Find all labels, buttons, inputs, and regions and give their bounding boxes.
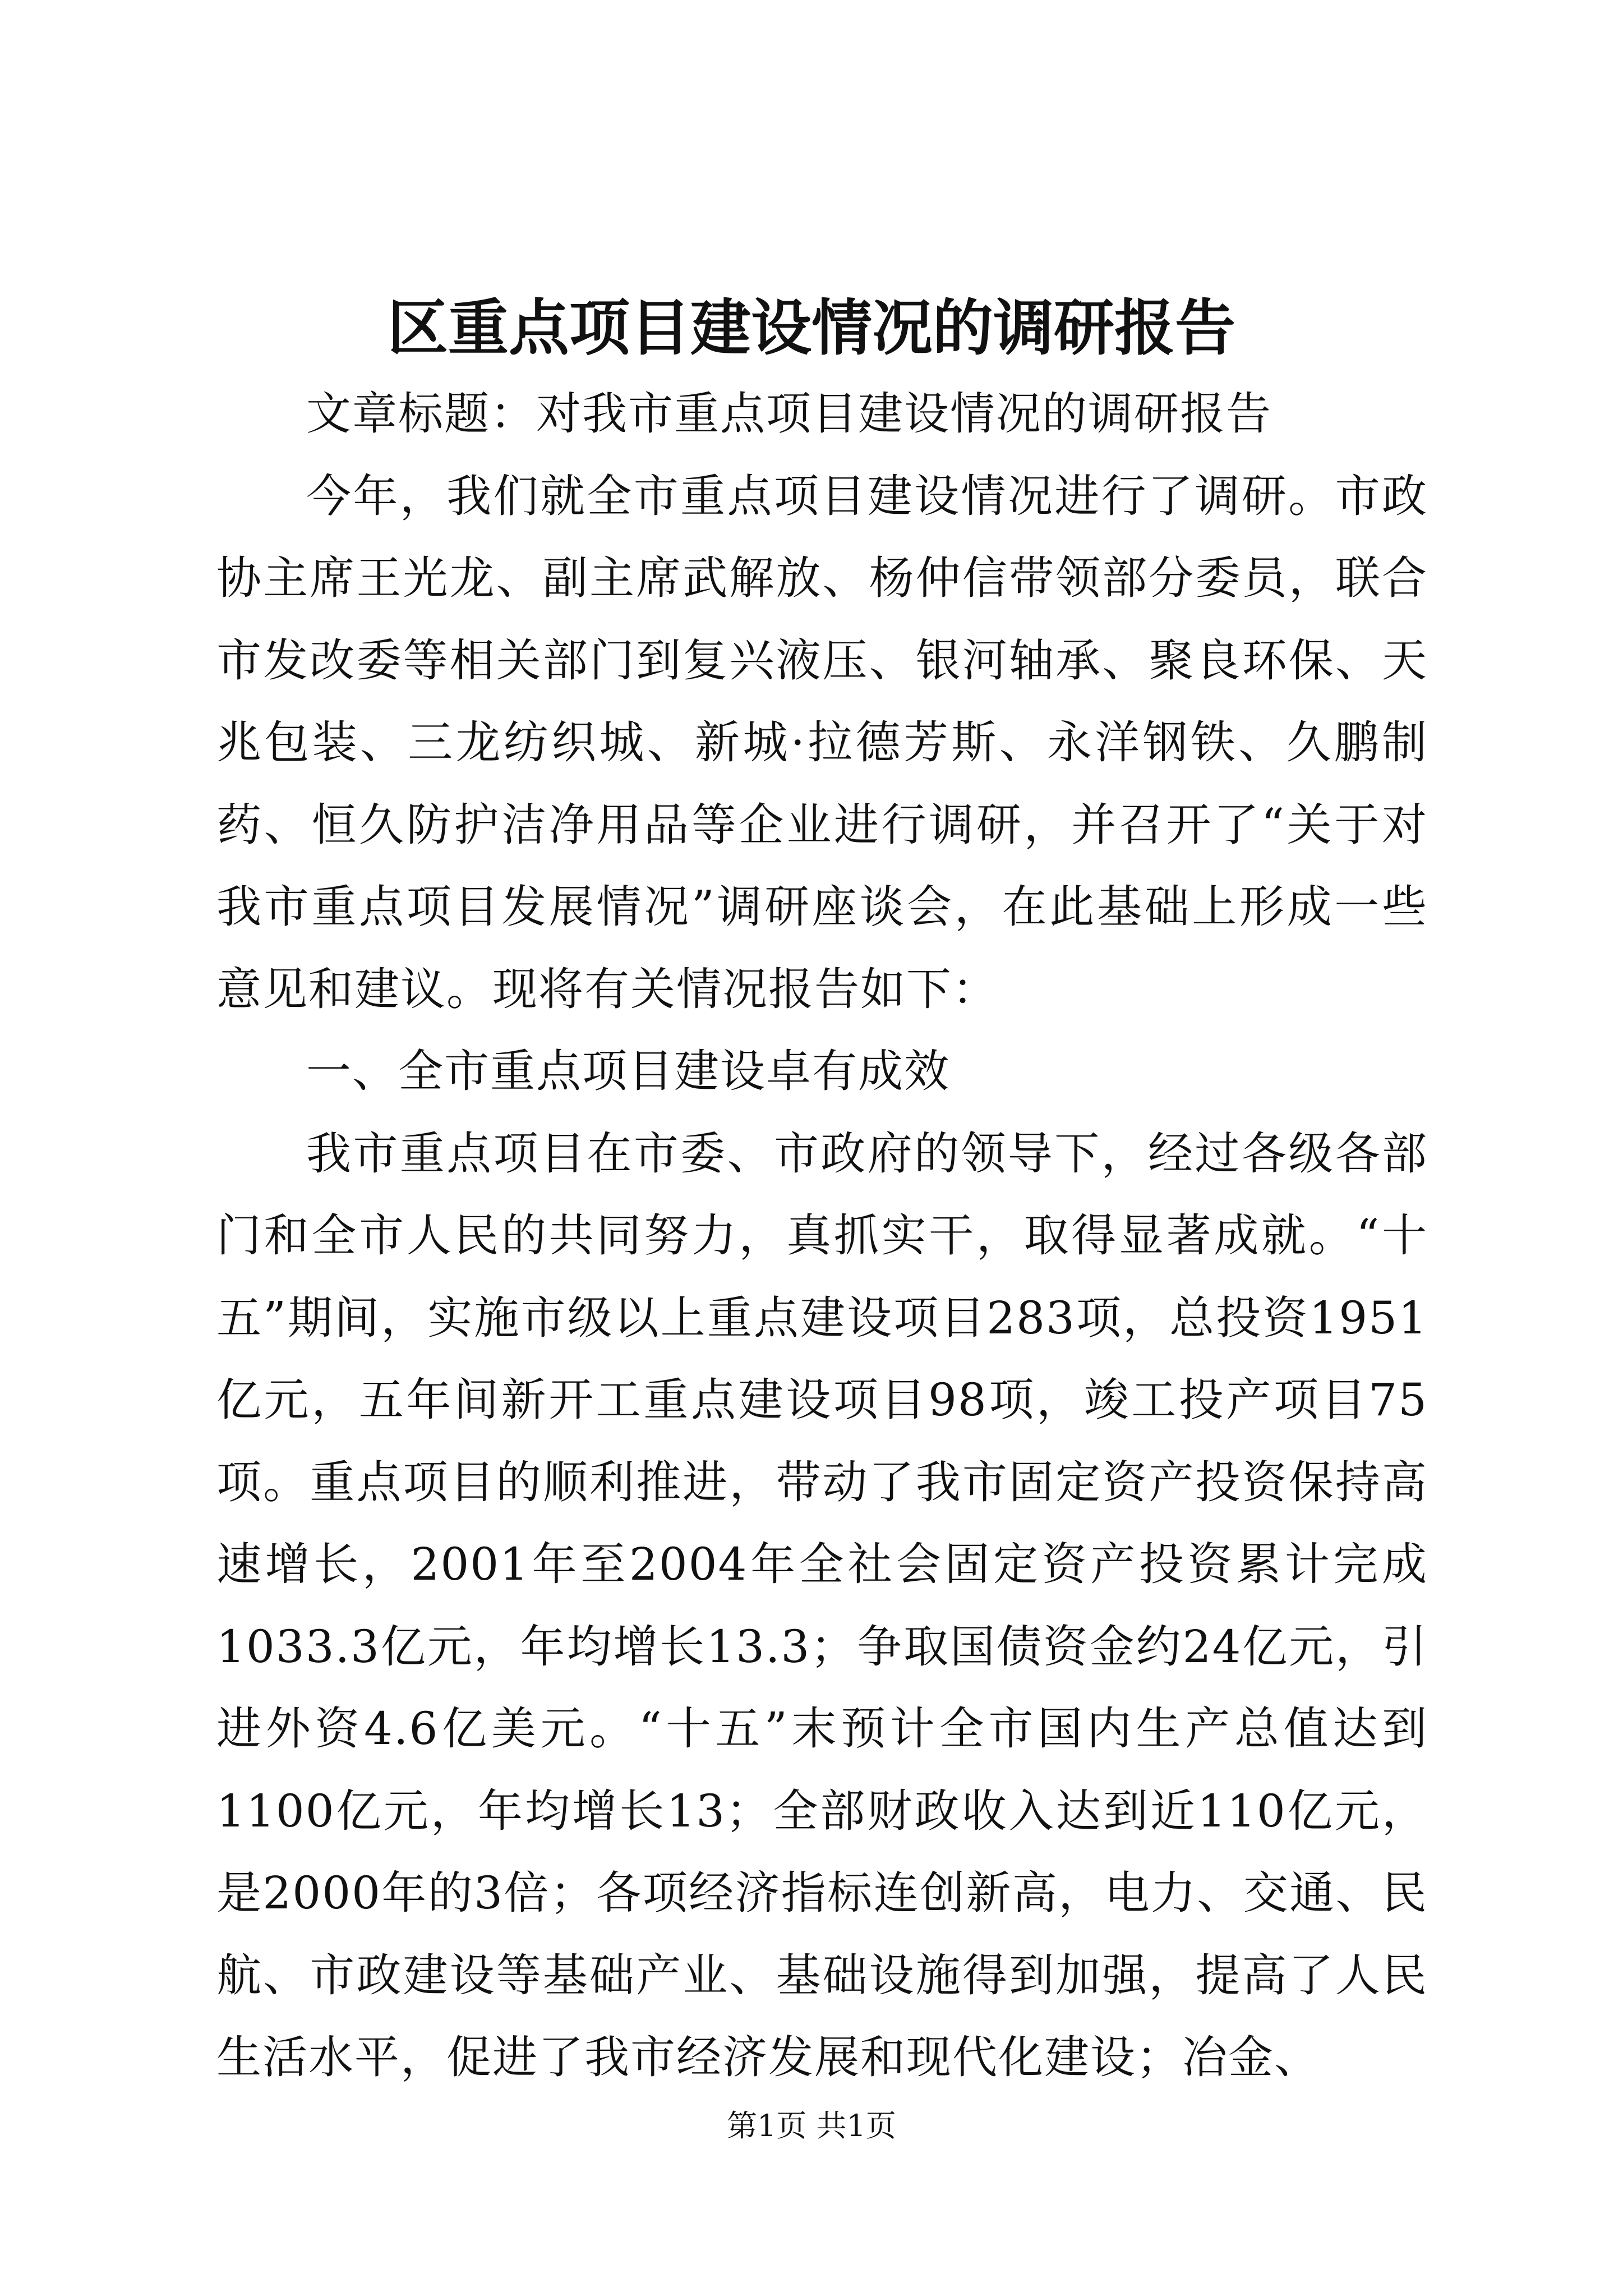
- document-body: [216, 373, 1428, 2099]
- section-heading-1: 一、全市重点项目建设卓有成效: [306, 1045, 950, 1097]
- paragraph-achievements: 我市重点项目在市委、市政府的领导下，经过各级各部门和全市人民的共同努力，真抓实干，取得显著成就。“十五”期间，实施市级以上重点建设项目283项，总投资1951亿元，五年间新开工重点建设项目98项，竣工投产项目75项。重点项目的顺利推进，带动了我市固定资产投资保持高速增长，2001年至2004年全社会固定资产投资累计完成1033.3亿元，年均增长13.3；争取国债资金约24亿元，引进外资4.6亿美元。“十五”末预计全市国内生产总值达到1100亿元，年均增长13；全部财政收入达到近110亿元，是2000年的3倍；各项经济指标连创新高，电力、交通、民航、市政建设等基础产业、基础设施得到加强，提高了人民生活水平，促进了我市经济发展和现代化建设；冶金、: [216, 1127, 1428, 2083]
- page-footer: 第1页 共1页: [727, 2108, 896, 2143]
- document-title: 区重点项目建设情况的调研报告: [387, 293, 1235, 364]
- paragraph-article-title: 文章标题：对我市重点项目建设情况的调研报告: [306, 388, 1272, 440]
- paragraph-introduction: 今年，我们就全市重点项目建设情况进行了调研。市政协主席王光龙、副主席武解放、杨仲信带领部分委员，联合市发改委等相关部门到复兴液压、银河轴承、聚良环保、天兆包装、三龙纺织城、新城·拉德芳斯、永洋钢铁、久鹏制药、恒久防护洁净用品等企业进行调研，并召开了“关于对我市重点项目发展情况”调研座谈会，在此基础上形成一些意见和建议。现将有关情况报告如下：: [216, 470, 1428, 1015]
